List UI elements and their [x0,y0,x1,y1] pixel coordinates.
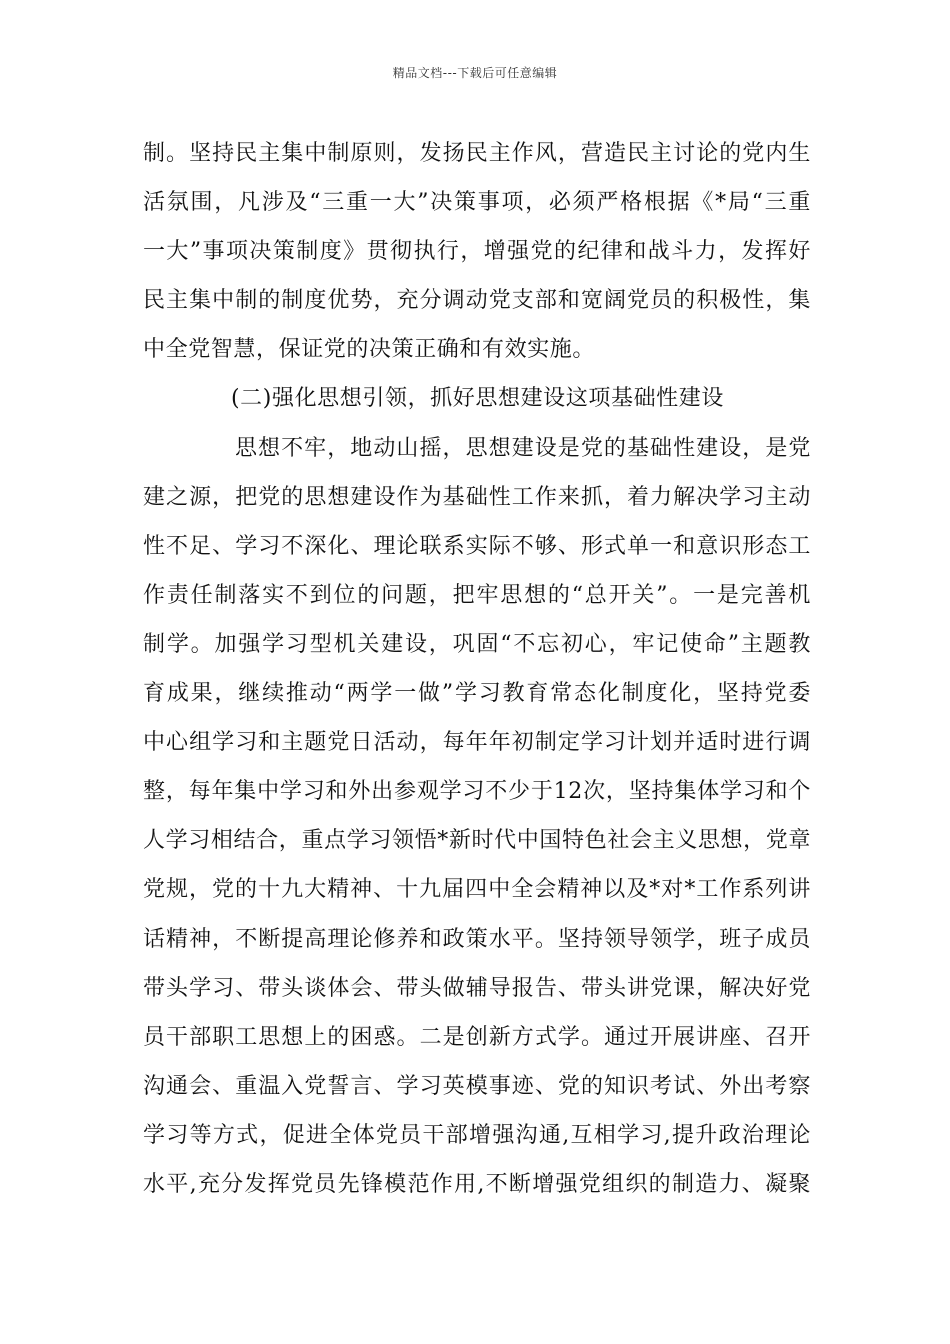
paragraph-line: 中心组学习和主题党日活动，每年年初制定学习计划并适时进行调 [143,730,811,756]
paragraph-line: 一大”事项决策制度》贯彻执行，增强党的纪律和战斗力，发挥好 [143,239,811,265]
paragraph-line: 人学习相结合，重点学习领悟*新时代中国特色社会主义思想，党章 [143,828,811,854]
page-header: 精品文档---下载后可任意编辑 [392,66,558,80]
paragraph-line: 水平,充分发挥党员先锋模范作用,不断增强党组织的制造力、凝聚 [143,1171,811,1197]
paragraph-line: 员干部职工思想上的困惑。二是创新方式学。通过开展讲座、召开 [143,1024,811,1050]
paragraph-line: 学习等方式，促进全体党员干部增强沟通,互相学习,提升政治理论 [143,1122,811,1148]
section-heading: (二)强化思想引领，抓好思想建设这项基础性建设 [231,386,724,412]
paragraph-line: 党规，党的十九大精神、十九届四中全会精神以及*对*工作系列讲 [143,877,811,903]
document-body [143,129,811,1209]
paragraph-line: 活氛围，凡涉及“三重一大”决策事项，必须严格根据《*局“三重 [143,190,811,216]
paragraph-line: 整，每年集中学习和外出参观学习不少于12次，坚持集体学习和个 [143,779,811,805]
paragraph-line: 育成果，继续推动“两学一做”学习教育常态化制度化，坚持党委 [143,681,811,707]
paragraph-line: 制。坚持民主集中制原则，发扬民主作风，营造民主讨论的党内生 [143,141,811,166]
paragraph-line: 中全党智慧，保证党的决策正确和有效实施。 [143,337,596,363]
paragraph-line: 作责任制落实不到位的问题，把牢思想的“总开关”。一是完善机 [143,582,811,608]
paragraph-line: 思想不牢，地动山摇，思想建设是党的基础性建设，是党 [235,435,811,461]
paragraph-line: 民主集中制的制度优势，充分调动党支部和宽阔党员的积极性，集 [143,288,811,314]
paragraph-line: 建之源，把党的思想建设作为基础性工作来抓，着力解决学习主动 [143,484,811,510]
paragraph-line: 话精神，不断提高理论修养和政策水平。坚持领导领学，班子成员 [143,926,811,952]
paragraph-line: 制学。加强学习型机关建设，巩固“不忘初心，牢记使命”主题教 [143,631,811,657]
paragraph-line: 带头学习、带头谈体会、带头做辅导报告、带头讲党课，解决好党 [143,975,811,1001]
paragraph-line: 沟通会、重温入党誓言、学习英模事迹、党的知识考试、外出考察 [143,1073,811,1099]
paragraph-line: 性不足、学习不深化、理论联系实际不够、形式单一和意识形态工 [143,533,811,559]
